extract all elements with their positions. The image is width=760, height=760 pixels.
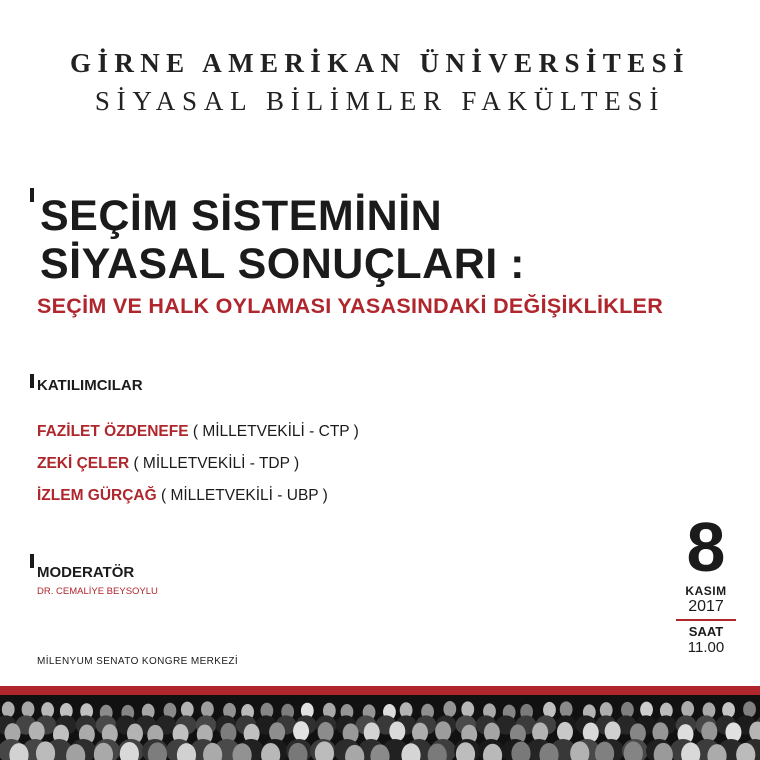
audience-head <box>318 722 334 742</box>
audience-head <box>681 701 694 717</box>
audience-head <box>461 701 474 717</box>
participant-item <box>37 487 328 505</box>
audience-head <box>560 701 573 717</box>
event-subtitle: SEÇİM VE HALK OYLAMASI YASASINDAKİ DEĞİŞİKLİKLER <box>37 294 664 318</box>
audience-head <box>701 722 717 742</box>
date-divider <box>676 619 736 621</box>
event-year: 2017 <box>688 598 724 615</box>
participant-name: İZLEM GÜRÇAĞ <box>37 487 157 504</box>
audience-head <box>557 722 573 742</box>
participants-accent-bar <box>30 374 34 388</box>
moderator-name: DR. CEMALİYE BEYSOYLU <box>37 586 158 597</box>
audience-head <box>22 701 35 717</box>
audience-head <box>443 701 456 717</box>
audience-head <box>389 721 405 741</box>
participant-role: ( MİLLETVEKİLİ - CTP ) <box>188 423 359 440</box>
event-time: 11.00 <box>687 639 725 656</box>
event-title-line-2: SİYASAL SONUÇLARI : <box>40 240 525 288</box>
audience-head <box>640 702 653 718</box>
participant-name: FAZİLET ÖZDENEFE <box>37 423 189 440</box>
event-day: 8 <box>686 508 726 586</box>
faculty-name: SİYASAL BİLİMLER FAKÜLTESİ <box>94 86 666 116</box>
title-accent-bar <box>30 188 34 202</box>
audience-photo <box>0 695 760 760</box>
venue: MİLENYUM SENATO KONGRE MERKEZİ <box>37 656 239 667</box>
participant-item <box>37 423 359 441</box>
participants-heading: KATILIMCILAR <box>37 377 143 394</box>
audience-head <box>435 721 451 741</box>
participant-name: ZEKİ ÇELER <box>37 455 130 472</box>
audience-head <box>201 701 214 717</box>
audience-head <box>29 721 45 741</box>
audience-photo-drawing <box>0 695 760 760</box>
audience-head <box>2 701 15 717</box>
event-date <box>672 508 740 656</box>
participant-item <box>37 455 299 473</box>
event-title-line-1: SEÇİM SİSTEMİNİN <box>40 192 443 240</box>
audience-head <box>293 721 309 741</box>
audience-head <box>181 702 194 718</box>
participant-role: ( MİLLETVEKİLİ - TDP ) <box>129 455 300 472</box>
moderator-accent-bar <box>30 554 34 568</box>
audience-head <box>743 701 756 717</box>
university-name: GİRNE AMERİKAN ÜNİVERSİTESİ <box>70 48 690 78</box>
event-month: KASIM <box>685 584 727 598</box>
participant-role: ( MİLLETVEKİLİ - UBP ) <box>156 487 328 504</box>
audience-head <box>605 721 621 741</box>
time-label: SAAT <box>688 624 724 639</box>
moderator-heading: MODERATÖR <box>37 564 135 581</box>
footer-red-band <box>0 686 760 695</box>
